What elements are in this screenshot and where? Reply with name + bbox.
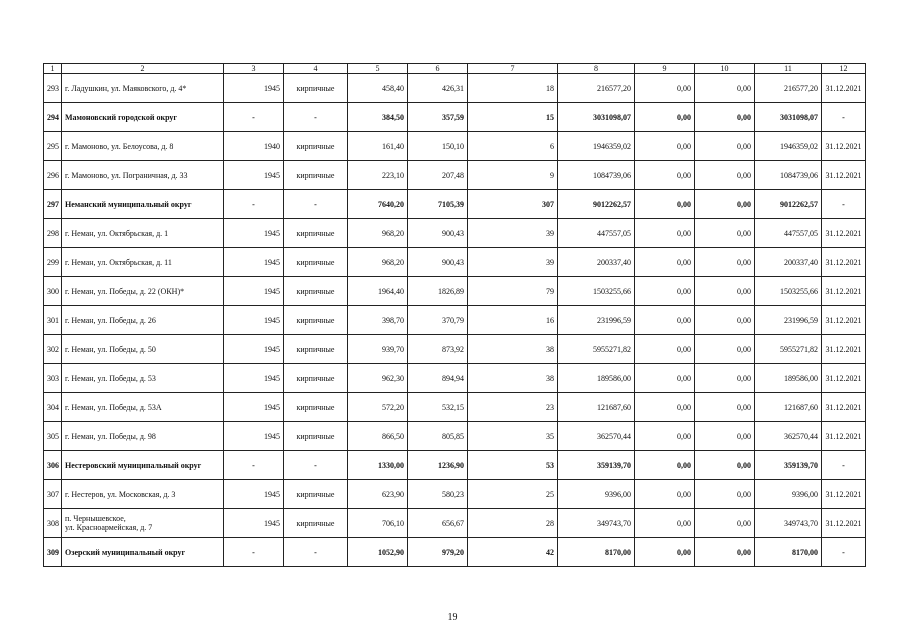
budget-cost: 0,00	[695, 480, 755, 509]
fund-cost: 0,00	[635, 480, 695, 509]
deadline-date: 31.12.2021	[822, 74, 866, 103]
residents-count: 16	[468, 306, 558, 335]
wall-material: кирпичные	[284, 219, 348, 248]
column-header: 1	[44, 64, 62, 74]
living-area: 656,67	[408, 509, 468, 538]
table-row	[44, 509, 866, 538]
deadline-date: 31.12.2021	[822, 219, 866, 248]
budget-cost: 0,00	[695, 103, 755, 132]
row-number: 301	[44, 306, 62, 335]
build-year: 1945	[224, 161, 284, 190]
column-header: 3	[224, 64, 284, 74]
wall-material: кирпичные	[284, 422, 348, 451]
deadline-date: -	[822, 538, 866, 567]
total-area: 962,30	[348, 364, 408, 393]
object-address: г. Мамоново, ул. Белоусова, д. 8	[62, 132, 224, 161]
total-area: 7640,20	[348, 190, 408, 219]
budget-cost: 0,00	[695, 74, 755, 103]
total-cost: 349743,70	[558, 509, 635, 538]
total-area: 623,90	[348, 480, 408, 509]
residents-count: 79	[468, 277, 558, 306]
total-cost: 231996,59	[558, 306, 635, 335]
living-area: 1236,90	[408, 451, 468, 480]
object-address: Нестеровский муниципальный округ	[62, 451, 224, 480]
fund-cost: 0,00	[635, 306, 695, 335]
row-number: 304	[44, 393, 62, 422]
budget-cost: 0,00	[695, 219, 755, 248]
column-header: 11	[755, 64, 822, 74]
build-year: -	[224, 538, 284, 567]
row-number: 300	[44, 277, 62, 306]
wall-material: кирпичные	[284, 161, 348, 190]
other-cost: 5955271,82	[755, 335, 822, 364]
object-address: г. Неман, ул. Победы, д. 98	[62, 422, 224, 451]
deadline-date: -	[822, 451, 866, 480]
total-cost: 121687,60	[558, 393, 635, 422]
budget-cost: 0,00	[695, 335, 755, 364]
deadline-date: 31.12.2021	[822, 364, 866, 393]
housing-table	[43, 63, 866, 567]
deadline-date: 31.12.2021	[822, 335, 866, 364]
header-row	[44, 64, 866, 74]
build-year: 1945	[224, 422, 284, 451]
build-year: 1945	[224, 509, 284, 538]
build-year: -	[224, 190, 284, 219]
budget-cost: 0,00	[695, 422, 755, 451]
column-header: 12	[822, 64, 866, 74]
budget-cost: 0,00	[695, 364, 755, 393]
column-header: 6	[408, 64, 468, 74]
total-cost: 359139,70	[558, 451, 635, 480]
residents-count: 307	[468, 190, 558, 219]
object-address: г. Неман, ул. Октябрьская, д. 11	[62, 248, 224, 277]
total-area: 458,40	[348, 74, 408, 103]
deadline-date: -	[822, 103, 866, 132]
object-address: г. Нестеров, ул. Московская, д. 3	[62, 480, 224, 509]
object-address: г. Неман, ул. Победы, д. 53	[62, 364, 224, 393]
deadline-date: 31.12.2021	[822, 393, 866, 422]
total-area: 398,70	[348, 306, 408, 335]
living-area: 150,10	[408, 132, 468, 161]
table-row	[44, 277, 866, 306]
object-address: г. Неман, ул. Победы, д. 26	[62, 306, 224, 335]
living-area: 580,23	[408, 480, 468, 509]
deadline-date: 31.12.2021	[822, 248, 866, 277]
build-year: -	[224, 451, 284, 480]
residents-count: 35	[468, 422, 558, 451]
fund-cost: 0,00	[635, 451, 695, 480]
living-area: 873,92	[408, 335, 468, 364]
column-header: 5	[348, 64, 408, 74]
living-area: 7105,39	[408, 190, 468, 219]
fund-cost: 0,00	[635, 190, 695, 219]
total-area: 706,10	[348, 509, 408, 538]
living-area: 207,48	[408, 161, 468, 190]
total-cost: 362570,44	[558, 422, 635, 451]
table-row	[44, 161, 866, 190]
budget-cost: 0,00	[695, 190, 755, 219]
table-row	[44, 451, 866, 480]
table-row	[44, 248, 866, 277]
other-cost: 359139,70	[755, 451, 822, 480]
deadline-date: 31.12.2021	[822, 422, 866, 451]
row-number: 303	[44, 364, 62, 393]
row-number: 295	[44, 132, 62, 161]
residents-count: 23	[468, 393, 558, 422]
residents-count: 42	[468, 538, 558, 567]
total-area: 1052,90	[348, 538, 408, 567]
table-row	[44, 335, 866, 364]
fund-cost: 0,00	[635, 422, 695, 451]
wall-material: -	[284, 451, 348, 480]
build-year: 1945	[224, 248, 284, 277]
other-cost: 200337,40	[755, 248, 822, 277]
wall-material: кирпичные	[284, 364, 348, 393]
wall-material: -	[284, 103, 348, 132]
deadline-date: 31.12.2021	[822, 132, 866, 161]
table-row	[44, 132, 866, 161]
row-number: 307	[44, 480, 62, 509]
fund-cost: 0,00	[635, 538, 695, 567]
budget-cost: 0,00	[695, 393, 755, 422]
fund-cost: 0,00	[635, 103, 695, 132]
other-cost: 189586,00	[755, 364, 822, 393]
other-cost: 121687,60	[755, 393, 822, 422]
column-header: 2	[62, 64, 224, 74]
budget-cost: 0,00	[695, 538, 755, 567]
table-row	[44, 306, 866, 335]
residents-count: 39	[468, 219, 558, 248]
fund-cost: 0,00	[635, 364, 695, 393]
table-row	[44, 219, 866, 248]
object-address: г. Мамоново, ул. Пограничная, д. 33	[62, 161, 224, 190]
budget-cost: 0,00	[695, 248, 755, 277]
total-cost: 189586,00	[558, 364, 635, 393]
other-cost: 9012262,57	[755, 190, 822, 219]
budget-cost: 0,00	[695, 132, 755, 161]
row-number: 296	[44, 161, 62, 190]
total-area: 968,20	[348, 219, 408, 248]
row-number: 308	[44, 509, 62, 538]
total-area: 384,50	[348, 103, 408, 132]
total-area: 1330,00	[348, 451, 408, 480]
object-address: г. Неман, ул. Победы, д. 53А	[62, 393, 224, 422]
residents-count: 28	[468, 509, 558, 538]
budget-cost: 0,00	[695, 451, 755, 480]
total-cost: 9396,00	[558, 480, 635, 509]
build-year: -	[224, 103, 284, 132]
wall-material: кирпичные	[284, 132, 348, 161]
object-address: г. Неман, ул. Победы, д. 50	[62, 335, 224, 364]
other-cost: 9396,00	[755, 480, 822, 509]
total-area: 572,20	[348, 393, 408, 422]
total-cost: 9012262,57	[558, 190, 635, 219]
table-row	[44, 190, 866, 219]
other-cost: 1084739,06	[755, 161, 822, 190]
object-address: Мамоновский городской округ	[62, 103, 224, 132]
row-number: 306	[44, 451, 62, 480]
living-area: 979,20	[408, 538, 468, 567]
other-cost: 447557,05	[755, 219, 822, 248]
wall-material: -	[284, 538, 348, 567]
living-area: 894,94	[408, 364, 468, 393]
object-address: г. Ладушкин, ул. Маяковского, д. 4*	[62, 74, 224, 103]
budget-cost: 0,00	[695, 277, 755, 306]
other-cost: 349743,70	[755, 509, 822, 538]
residents-count: 53	[468, 451, 558, 480]
column-header: 8	[558, 64, 635, 74]
living-area: 532,15	[408, 393, 468, 422]
other-cost: 231996,59	[755, 306, 822, 335]
fund-cost: 0,00	[635, 219, 695, 248]
deadline-date: 31.12.2021	[822, 277, 866, 306]
deadline-date: 31.12.2021	[822, 509, 866, 538]
object-address: Озерский муниципальный округ	[62, 538, 224, 567]
total-cost: 1084739,06	[558, 161, 635, 190]
residents-count: 39	[468, 248, 558, 277]
total-area: 223,10	[348, 161, 408, 190]
table-row	[44, 393, 866, 422]
object-address: г. Неман, ул. Октябрьская, д. 1	[62, 219, 224, 248]
row-number: 297	[44, 190, 62, 219]
total-cost: 1946359,02	[558, 132, 635, 161]
other-cost: 8170,00	[755, 538, 822, 567]
build-year: 1945	[224, 219, 284, 248]
living-area: 1826,89	[408, 277, 468, 306]
deadline-date: -	[822, 190, 866, 219]
residents-count: 38	[468, 335, 558, 364]
living-area: 426,31	[408, 74, 468, 103]
residents-count: 38	[468, 364, 558, 393]
row-number: 299	[44, 248, 62, 277]
fund-cost: 0,00	[635, 393, 695, 422]
total-cost: 5955271,82	[558, 335, 635, 364]
wall-material: кирпичные	[284, 509, 348, 538]
other-cost: 1503255,66	[755, 277, 822, 306]
living-area: 900,43	[408, 248, 468, 277]
wall-material: кирпичные	[284, 306, 348, 335]
wall-material: кирпичные	[284, 335, 348, 364]
table-row	[44, 422, 866, 451]
living-area: 805,85	[408, 422, 468, 451]
total-area: 866,50	[348, 422, 408, 451]
build-year: 1945	[224, 306, 284, 335]
fund-cost: 0,00	[635, 132, 695, 161]
build-year: 1945	[224, 335, 284, 364]
column-header: 4	[284, 64, 348, 74]
wall-material: кирпичные	[284, 248, 348, 277]
object-address: Неманский муниципальный округ	[62, 190, 224, 219]
row-number: 298	[44, 219, 62, 248]
other-cost: 362570,44	[755, 422, 822, 451]
living-area: 357,59	[408, 103, 468, 132]
total-cost: 8170,00	[558, 538, 635, 567]
total-area: 939,70	[348, 335, 408, 364]
wall-material: -	[284, 190, 348, 219]
total-cost: 3031098,07	[558, 103, 635, 132]
build-year: 1945	[224, 277, 284, 306]
residents-count: 25	[468, 480, 558, 509]
row-number: 309	[44, 538, 62, 567]
table-row	[44, 480, 866, 509]
row-number: 302	[44, 335, 62, 364]
fund-cost: 0,00	[635, 509, 695, 538]
residents-count: 6	[468, 132, 558, 161]
wall-material: кирпичные	[284, 277, 348, 306]
fund-cost: 0,00	[635, 74, 695, 103]
table-body	[44, 64, 866, 567]
wall-material: кирпичные	[284, 480, 348, 509]
budget-cost: 0,00	[695, 161, 755, 190]
total-area: 968,20	[348, 248, 408, 277]
object-address: п. Чернышевское, ул. Красноармейская, д. 7	[62, 509, 224, 538]
deadline-date: 31.12.2021	[822, 161, 866, 190]
total-cost: 200337,40	[558, 248, 635, 277]
table-row	[44, 538, 866, 567]
build-year: 1945	[224, 364, 284, 393]
other-cost: 1946359,02	[755, 132, 822, 161]
other-cost: 3031098,07	[755, 103, 822, 132]
total-cost: 216577,20	[558, 74, 635, 103]
build-year: 1945	[224, 480, 284, 509]
row-number: 305	[44, 422, 62, 451]
total-area: 161,40	[348, 132, 408, 161]
column-header: 10	[695, 64, 755, 74]
total-area: 1964,40	[348, 277, 408, 306]
wall-material: кирпичные	[284, 393, 348, 422]
total-cost: 447557,05	[558, 219, 635, 248]
column-header: 7	[468, 64, 558, 74]
build-year: 1945	[224, 393, 284, 422]
residents-count: 9	[468, 161, 558, 190]
table-row	[44, 103, 866, 132]
page-number: 19	[447, 612, 458, 623]
row-number: 294	[44, 103, 62, 132]
table-row	[44, 74, 866, 103]
column-header: 9	[635, 64, 695, 74]
fund-cost: 0,00	[635, 161, 695, 190]
living-area: 900,43	[408, 219, 468, 248]
budget-cost: 0,00	[695, 306, 755, 335]
living-area: 370,79	[408, 306, 468, 335]
object-address: г. Неман, ул. Победы, д. 22 (ОКН)*	[62, 277, 224, 306]
row-number: 293	[44, 74, 62, 103]
fund-cost: 0,00	[635, 248, 695, 277]
residents-count: 15	[468, 103, 558, 132]
build-year: 1945	[224, 74, 284, 103]
build-year: 1940	[224, 132, 284, 161]
table-row	[44, 364, 866, 393]
wall-material: кирпичные	[284, 74, 348, 103]
fund-cost: 0,00	[635, 335, 695, 364]
residents-count: 18	[468, 74, 558, 103]
deadline-date: 31.12.2021	[822, 306, 866, 335]
budget-cost: 0,00	[695, 509, 755, 538]
total-cost: 1503255,66	[558, 277, 635, 306]
deadline-date: 31.12.2021	[822, 480, 866, 509]
other-cost: 216577,20	[755, 74, 822, 103]
fund-cost: 0,00	[635, 277, 695, 306]
